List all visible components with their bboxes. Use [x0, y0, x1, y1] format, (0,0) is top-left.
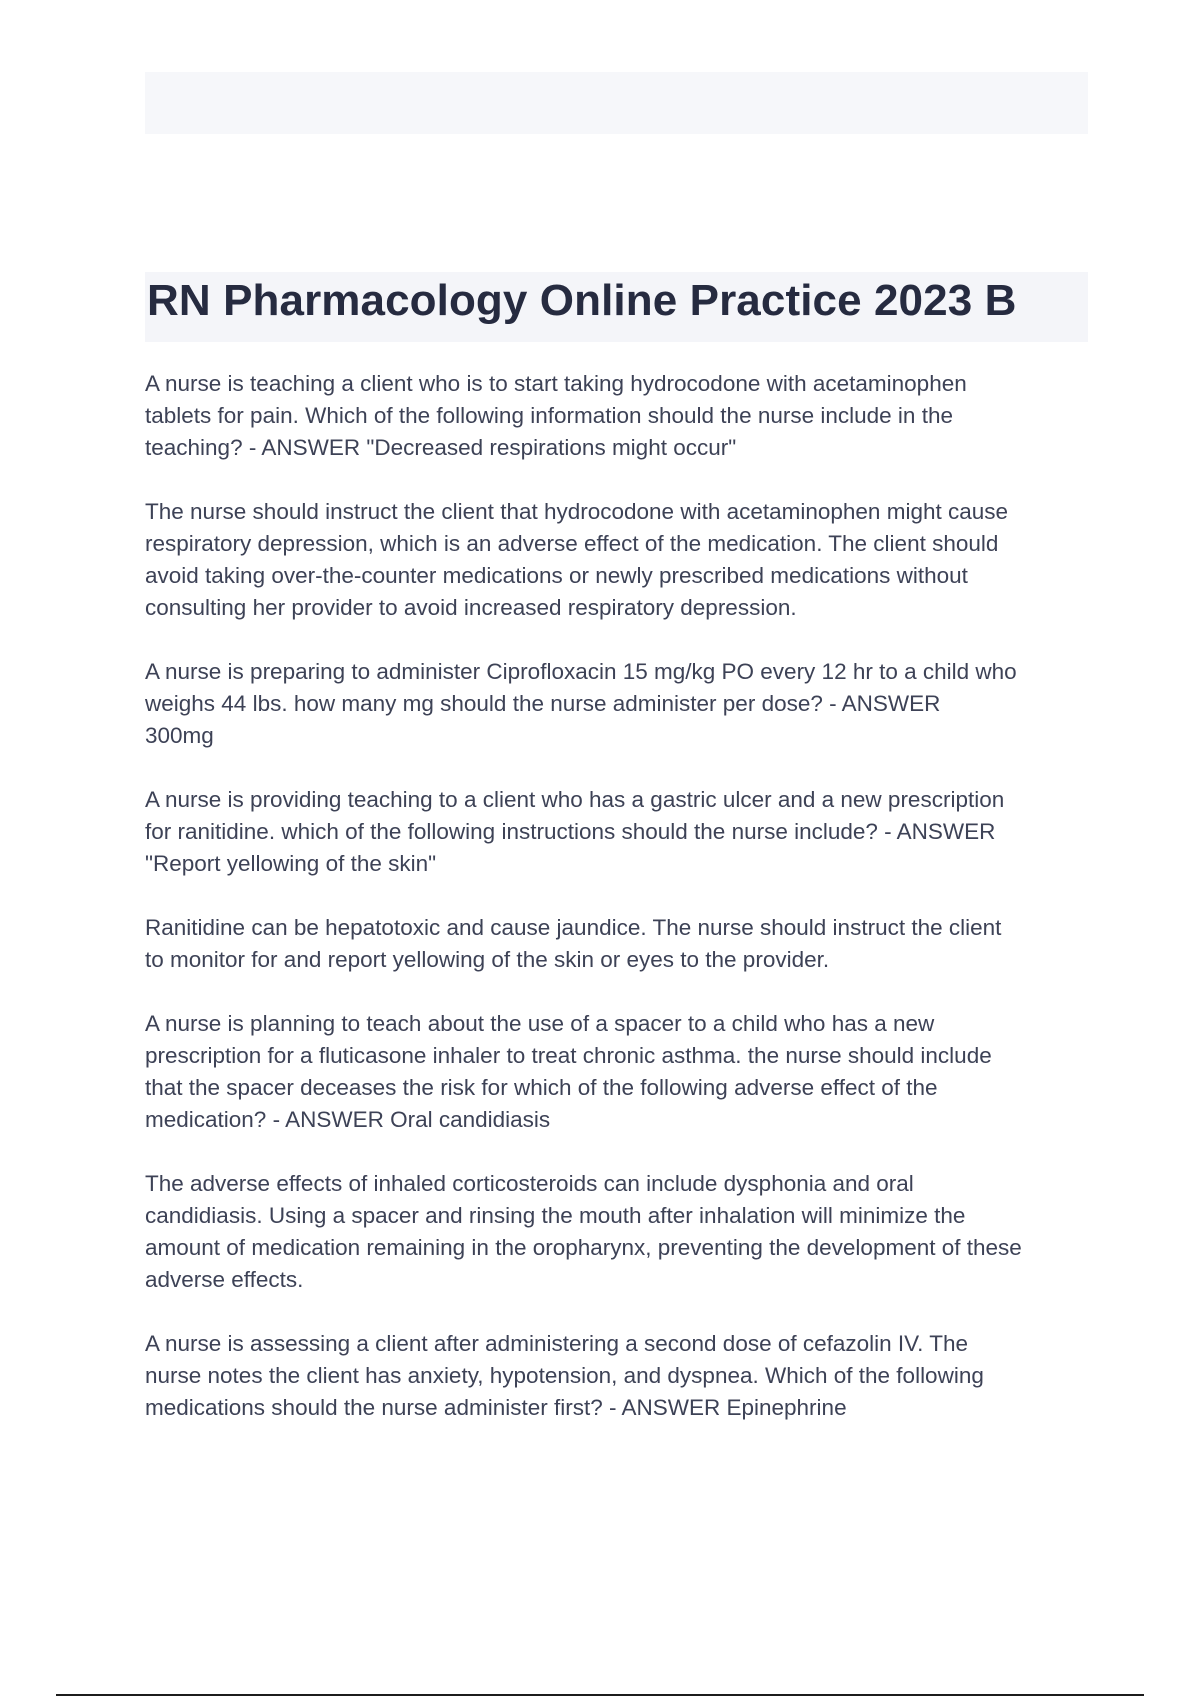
header-band	[145, 72, 1088, 134]
qa-paragraph-7: The adverse effects of inhaled corticosteroids can include dysphonia and oral candidiasis. Using a spacer and rinsing the mouth after inhalation will minimize the amount of medication remaining in the oropharynx, preventing the development of these adverse effects.	[145, 1171, 1022, 1292]
qa-paragraph-5: Ranitidine can be hepatotoxic and cause jaundice. The nurse should instruct the client to monitor for and report yellowing of the skin or eyes to the provider.	[145, 915, 1002, 972]
qa-paragraph-8: A nurse is assessing a client after administering a second dose of cefazolin IV. The nurse notes the client has anxiety, hypotension, and dyspnea. Which of the following medications should the nurse administer first? - ANSWER Epinephrine	[145, 1331, 984, 1420]
qa-paragraph-1: A nurse is teaching a client who is to start taking hydrocodone with acetaminophen tablets for pain. Which of the following information should the nurse include in the teaching? - ANSWER "Decreased respirations might occur"	[145, 371, 967, 460]
qa-paragraph-4: A nurse is providing teaching to a client who has a gastric ulcer and a new prescription for ranitidine. which of the following instructions should the nurse include? - ANSWER "Report yellowing of the skin"	[145, 787, 1005, 876]
document-body	[145, 368, 1090, 1456]
qa-paragraph-3: A nurse is preparing to administer Ciprofloxacin 15 mg/kg PO every 12 hr to a child who weighs 44 lbs. how many mg should the nurse administer per dose? - ANSWER 300mg	[145, 659, 1017, 748]
qa-paragraph-6: A nurse is planning to teach about the use of a spacer to a child who has a new prescription for a fluticasone inhaler to treat chronic asthma. the nurse should include that the spacer deceases the risk for which of the following adverse effect of the medication? - ANSWER Oral candidiasis	[145, 1011, 992, 1132]
page-title: RN Pharmacology Online Practice 2023 B	[145, 272, 1088, 342]
footer-rule	[56, 1694, 1144, 1696]
qa-paragraph-2: The nurse should instruct the client that hydrocodone with acetaminophen might cause respiratory depression, which is an adverse effect of the medication. The client should avoid taking over-the-counter medications or newly prescribed medications without consulting her provider to avoid increased respiratory depression.	[145, 499, 1009, 620]
